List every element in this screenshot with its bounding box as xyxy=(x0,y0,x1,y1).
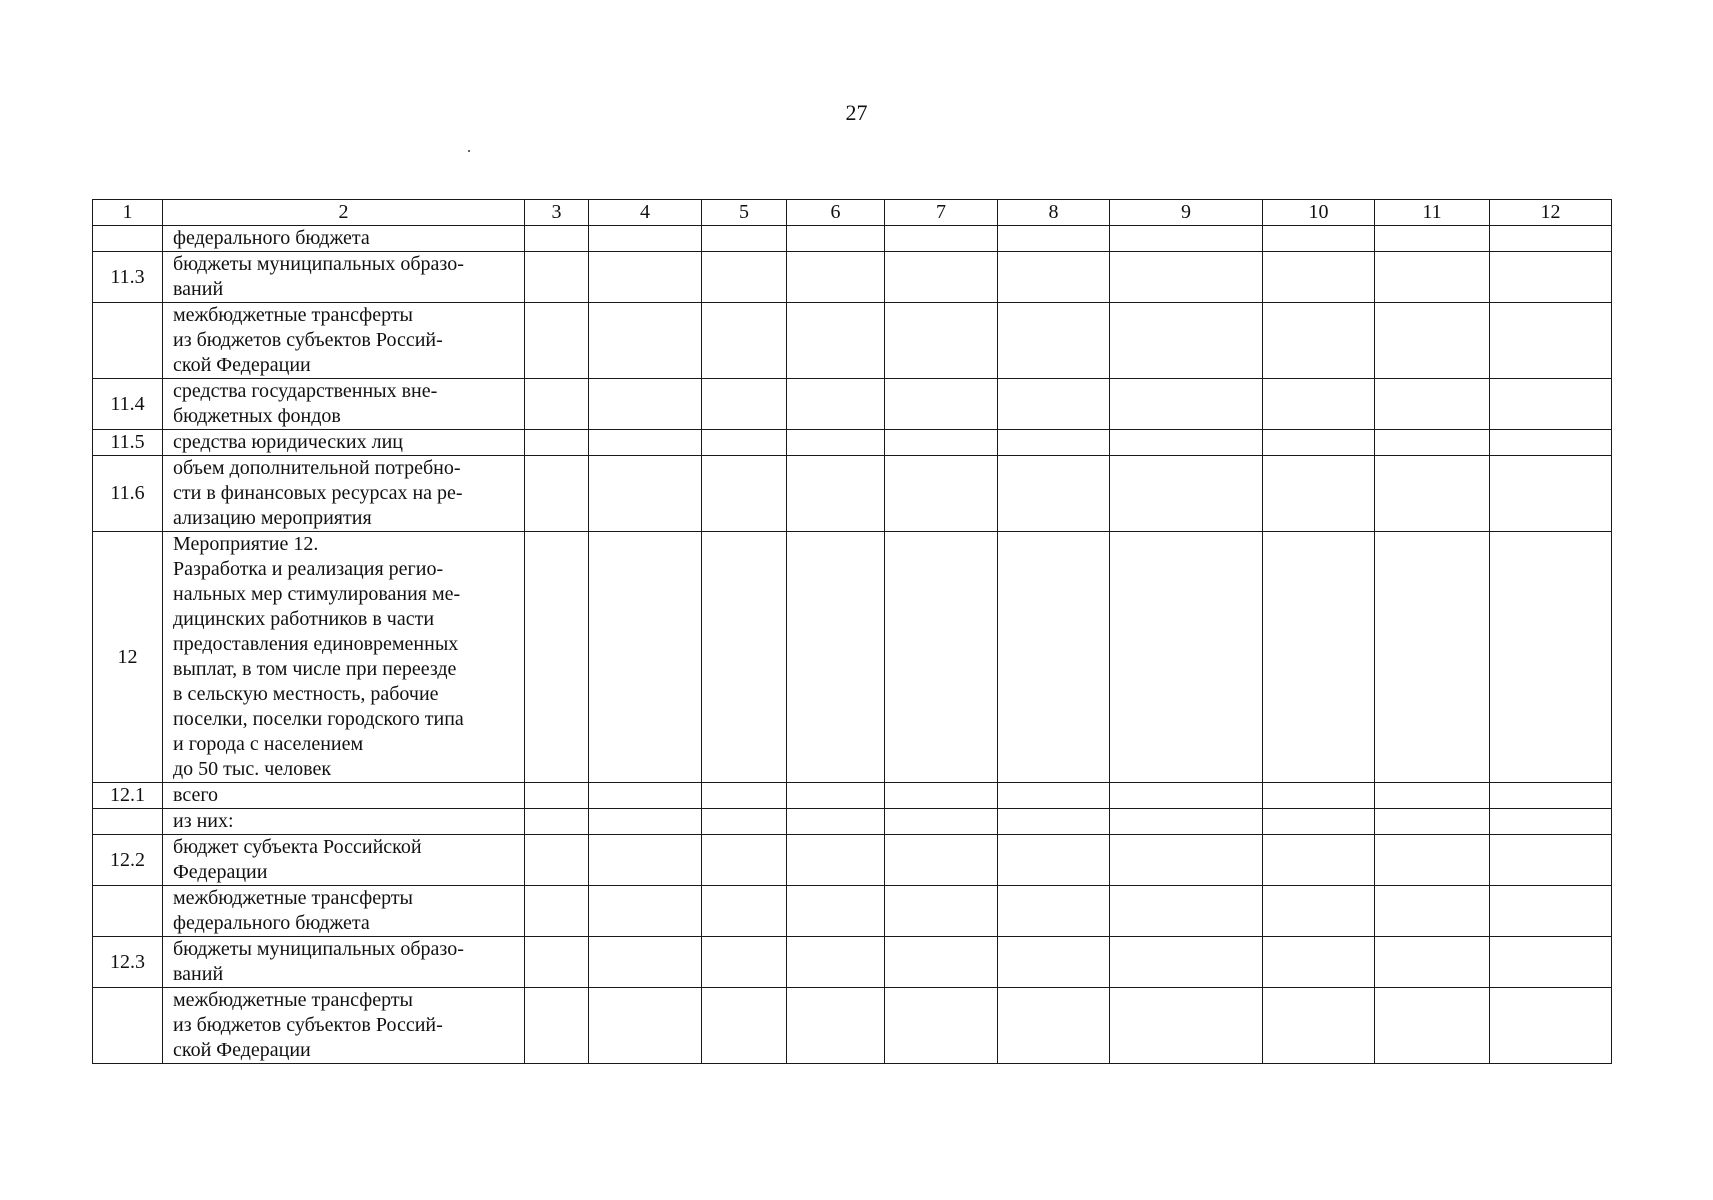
value-cell-col-10 xyxy=(1263,303,1375,379)
value-cell-col-6 xyxy=(787,809,885,835)
row-description-cell: бюджет субъекта Российской Федерации xyxy=(163,835,525,886)
value-cell-col-8 xyxy=(998,303,1110,379)
table-row xyxy=(93,430,1612,456)
table-row xyxy=(93,783,1612,809)
budget-table xyxy=(92,199,1612,1064)
table-row xyxy=(93,226,1612,252)
value-cell-col-5 xyxy=(702,456,787,532)
value-cell-col-6 xyxy=(787,303,885,379)
value-cell-col-12 xyxy=(1490,809,1612,835)
value-cell-col-7 xyxy=(885,456,998,532)
table-row xyxy=(93,937,1612,988)
value-cell-col-11 xyxy=(1375,456,1490,532)
value-cell-col-9 xyxy=(1110,783,1263,809)
value-cell-col-7 xyxy=(885,532,998,783)
value-cell-col-3 xyxy=(525,456,589,532)
row-description-cell: межбюджетные трансферты из бюджетов субъектов Россий- ской Федерации xyxy=(163,303,525,379)
value-cell-col-8 xyxy=(998,835,1110,886)
value-cell-col-4 xyxy=(589,532,702,783)
value-cell-col-10 xyxy=(1263,835,1375,886)
row-number-cell: 12.3 xyxy=(93,937,163,988)
value-cell-col-12 xyxy=(1490,303,1612,379)
header-row xyxy=(93,200,1612,226)
header-cell-2: 2 xyxy=(163,200,525,226)
value-cell-col-3 xyxy=(525,252,589,303)
value-cell-col-6 xyxy=(787,532,885,783)
value-cell-col-11 xyxy=(1375,937,1490,988)
value-cell-col-8 xyxy=(998,252,1110,303)
value-cell-col-7 xyxy=(885,252,998,303)
header-cell-6: 6 xyxy=(787,200,885,226)
value-cell-col-3 xyxy=(525,303,589,379)
row-number-cell: 12 xyxy=(93,532,163,783)
row-description-cell: средства государственных вне- бюджетных фондов xyxy=(163,379,525,430)
table-row xyxy=(93,809,1612,835)
value-cell-col-9 xyxy=(1110,835,1263,886)
table-row xyxy=(93,988,1612,1064)
row-description-cell: средства юридических лиц xyxy=(163,430,525,456)
value-cell-col-8 xyxy=(998,456,1110,532)
row-description-cell: Мероприятие 12. Разработка и реализация регио- нальных мер стимулирования ме- дицинских работников в части предоставления единовременных выплат, в том числе при переезде в сельскую местность, рабочие поселки, поселки городского типа и города с населением до 50 тыс. человек xyxy=(163,532,525,783)
row-number-cell xyxy=(93,886,163,937)
header-cell-8: 8 xyxy=(998,200,1110,226)
value-cell-col-3 xyxy=(525,430,589,456)
value-cell-col-11 xyxy=(1375,783,1490,809)
value-cell-col-3 xyxy=(525,226,589,252)
table-row xyxy=(93,303,1612,379)
value-cell-col-8 xyxy=(998,988,1110,1064)
value-cell-col-5 xyxy=(702,809,787,835)
value-cell-col-5 xyxy=(702,937,787,988)
value-cell-col-9 xyxy=(1110,532,1263,783)
row-description-cell: всего xyxy=(163,783,525,809)
table-row xyxy=(93,886,1612,937)
table-row xyxy=(93,379,1612,430)
table-row xyxy=(93,252,1612,303)
value-cell-col-12 xyxy=(1490,886,1612,937)
value-cell-col-10 xyxy=(1263,988,1375,1064)
value-cell-col-11 xyxy=(1375,809,1490,835)
value-cell-col-9 xyxy=(1110,809,1263,835)
value-cell-col-6 xyxy=(787,937,885,988)
header-cell-10: 10 xyxy=(1263,200,1375,226)
value-cell-col-10 xyxy=(1263,252,1375,303)
value-cell-col-4 xyxy=(589,809,702,835)
value-cell-col-3 xyxy=(525,379,589,430)
header-cell-9: 9 xyxy=(1110,200,1263,226)
value-cell-col-3 xyxy=(525,835,589,886)
row-number-cell: 12.2 xyxy=(93,835,163,886)
value-cell-col-11 xyxy=(1375,532,1490,783)
value-cell-col-12 xyxy=(1490,783,1612,809)
value-cell-col-10 xyxy=(1263,532,1375,783)
value-cell-col-6 xyxy=(787,835,885,886)
value-cell-col-4 xyxy=(589,456,702,532)
row-description-cell: бюджеты муниципальных образо- ваний xyxy=(163,252,525,303)
value-cell-col-10 xyxy=(1263,886,1375,937)
row-number-cell xyxy=(93,988,163,1064)
value-cell-col-7 xyxy=(885,937,998,988)
value-cell-col-6 xyxy=(787,252,885,303)
value-cell-col-7 xyxy=(885,430,998,456)
value-cell-col-5 xyxy=(702,252,787,303)
value-cell-col-5 xyxy=(702,886,787,937)
value-cell-col-10 xyxy=(1263,809,1375,835)
value-cell-col-10 xyxy=(1263,783,1375,809)
value-cell-col-6 xyxy=(787,988,885,1064)
value-cell-col-7 xyxy=(885,783,998,809)
value-cell-col-6 xyxy=(787,456,885,532)
row-number-cell: 11.4 xyxy=(93,379,163,430)
value-cell-col-8 xyxy=(998,379,1110,430)
value-cell-col-11 xyxy=(1375,379,1490,430)
value-cell-col-4 xyxy=(589,988,702,1064)
value-cell-col-4 xyxy=(589,379,702,430)
header-cell-3: 3 xyxy=(525,200,589,226)
header-cell-5: 5 xyxy=(702,200,787,226)
value-cell-col-4 xyxy=(589,303,702,379)
value-cell-col-5 xyxy=(702,303,787,379)
value-cell-col-4 xyxy=(589,252,702,303)
value-cell-col-12 xyxy=(1490,937,1612,988)
value-cell-col-8 xyxy=(998,886,1110,937)
value-cell-col-5 xyxy=(702,430,787,456)
value-cell-col-8 xyxy=(998,430,1110,456)
row-description-cell: межбюджетные трансферты федерального бюджета xyxy=(163,886,525,937)
value-cell-col-12 xyxy=(1490,226,1612,252)
value-cell-col-11 xyxy=(1375,988,1490,1064)
value-cell-col-3 xyxy=(525,532,589,783)
row-number-cell xyxy=(93,809,163,835)
row-description-cell: межбюджетные трансферты из бюджетов субъектов Россий- ской Федерации xyxy=(163,988,525,1064)
row-number-cell: 11.3 xyxy=(93,252,163,303)
value-cell-col-8 xyxy=(998,532,1110,783)
value-cell-col-9 xyxy=(1110,379,1263,430)
value-cell-col-12 xyxy=(1490,835,1612,886)
value-cell-col-10 xyxy=(1263,430,1375,456)
value-cell-col-11 xyxy=(1375,835,1490,886)
value-cell-col-10 xyxy=(1263,456,1375,532)
value-cell-col-8 xyxy=(998,937,1110,988)
table-row xyxy=(93,532,1612,783)
value-cell-col-9 xyxy=(1110,937,1263,988)
row-number-cell xyxy=(93,303,163,379)
header-cell-7: 7 xyxy=(885,200,998,226)
value-cell-col-9 xyxy=(1110,456,1263,532)
value-cell-col-4 xyxy=(589,430,702,456)
row-description-cell: бюджеты муниципальных образо- ваний xyxy=(163,937,525,988)
row-description-cell: федерального бюджета xyxy=(163,226,525,252)
value-cell-col-6 xyxy=(787,886,885,937)
value-cell-col-11 xyxy=(1375,430,1490,456)
row-description-cell: объем дополнительной потребно- сти в финансовых ресурсах на ре- ализацию мероприятия xyxy=(163,456,525,532)
value-cell-col-7 xyxy=(885,379,998,430)
value-cell-col-10 xyxy=(1263,226,1375,252)
value-cell-col-10 xyxy=(1263,937,1375,988)
value-cell-col-11 xyxy=(1375,252,1490,303)
value-cell-col-5 xyxy=(702,835,787,886)
value-cell-col-12 xyxy=(1490,379,1612,430)
value-cell-col-11 xyxy=(1375,303,1490,379)
value-cell-col-6 xyxy=(787,226,885,252)
value-cell-col-5 xyxy=(702,783,787,809)
value-cell-col-3 xyxy=(525,809,589,835)
value-cell-col-4 xyxy=(589,835,702,886)
value-cell-col-11 xyxy=(1375,226,1490,252)
table-row xyxy=(93,456,1612,532)
value-cell-col-9 xyxy=(1110,988,1263,1064)
value-cell-col-4 xyxy=(589,937,702,988)
value-cell-col-3 xyxy=(525,783,589,809)
value-cell-col-9 xyxy=(1110,886,1263,937)
value-cell-col-3 xyxy=(525,988,589,1064)
header-cell-1: 1 xyxy=(93,200,163,226)
value-cell-col-12 xyxy=(1490,252,1612,303)
table-row xyxy=(93,835,1612,886)
value-cell-col-12 xyxy=(1490,988,1612,1064)
value-cell-col-6 xyxy=(787,379,885,430)
value-cell-col-9 xyxy=(1110,303,1263,379)
value-cell-col-3 xyxy=(525,937,589,988)
header-cell-4: 4 xyxy=(589,200,702,226)
value-cell-col-10 xyxy=(1263,379,1375,430)
value-cell-col-11 xyxy=(1375,886,1490,937)
value-cell-col-6 xyxy=(787,430,885,456)
value-cell-col-7 xyxy=(885,988,998,1064)
value-cell-col-4 xyxy=(589,783,702,809)
row-number-cell: 11.5 xyxy=(93,430,163,456)
value-cell-col-5 xyxy=(702,988,787,1064)
value-cell-col-12 xyxy=(1490,456,1612,532)
row-number-cell xyxy=(93,226,163,252)
value-cell-col-9 xyxy=(1110,430,1263,456)
header-cell-11: 11 xyxy=(1375,200,1490,226)
stray-dot xyxy=(468,150,470,152)
row-number-cell: 11.6 xyxy=(93,456,163,532)
page-number: 27 xyxy=(845,100,868,125)
value-cell-col-7 xyxy=(885,835,998,886)
value-cell-col-8 xyxy=(998,226,1110,252)
value-cell-col-5 xyxy=(702,226,787,252)
value-cell-col-8 xyxy=(998,809,1110,835)
value-cell-col-7 xyxy=(885,809,998,835)
value-cell-col-7 xyxy=(885,303,998,379)
value-cell-col-12 xyxy=(1490,532,1612,783)
value-cell-col-3 xyxy=(525,886,589,937)
value-cell-col-7 xyxy=(885,886,998,937)
row-number-cell: 12.1 xyxy=(93,783,163,809)
header-cell-12: 12 xyxy=(1490,200,1612,226)
value-cell-col-4 xyxy=(589,226,702,252)
value-cell-col-7 xyxy=(885,226,998,252)
value-cell-col-8 xyxy=(998,783,1110,809)
value-cell-col-4 xyxy=(589,886,702,937)
value-cell-col-5 xyxy=(702,379,787,430)
value-cell-col-9 xyxy=(1110,252,1263,303)
row-description-cell: из них: xyxy=(163,809,525,835)
value-cell-col-5 xyxy=(702,532,787,783)
value-cell-col-9 xyxy=(1110,226,1263,252)
value-cell-col-12 xyxy=(1490,430,1612,456)
value-cell-col-6 xyxy=(787,783,885,809)
